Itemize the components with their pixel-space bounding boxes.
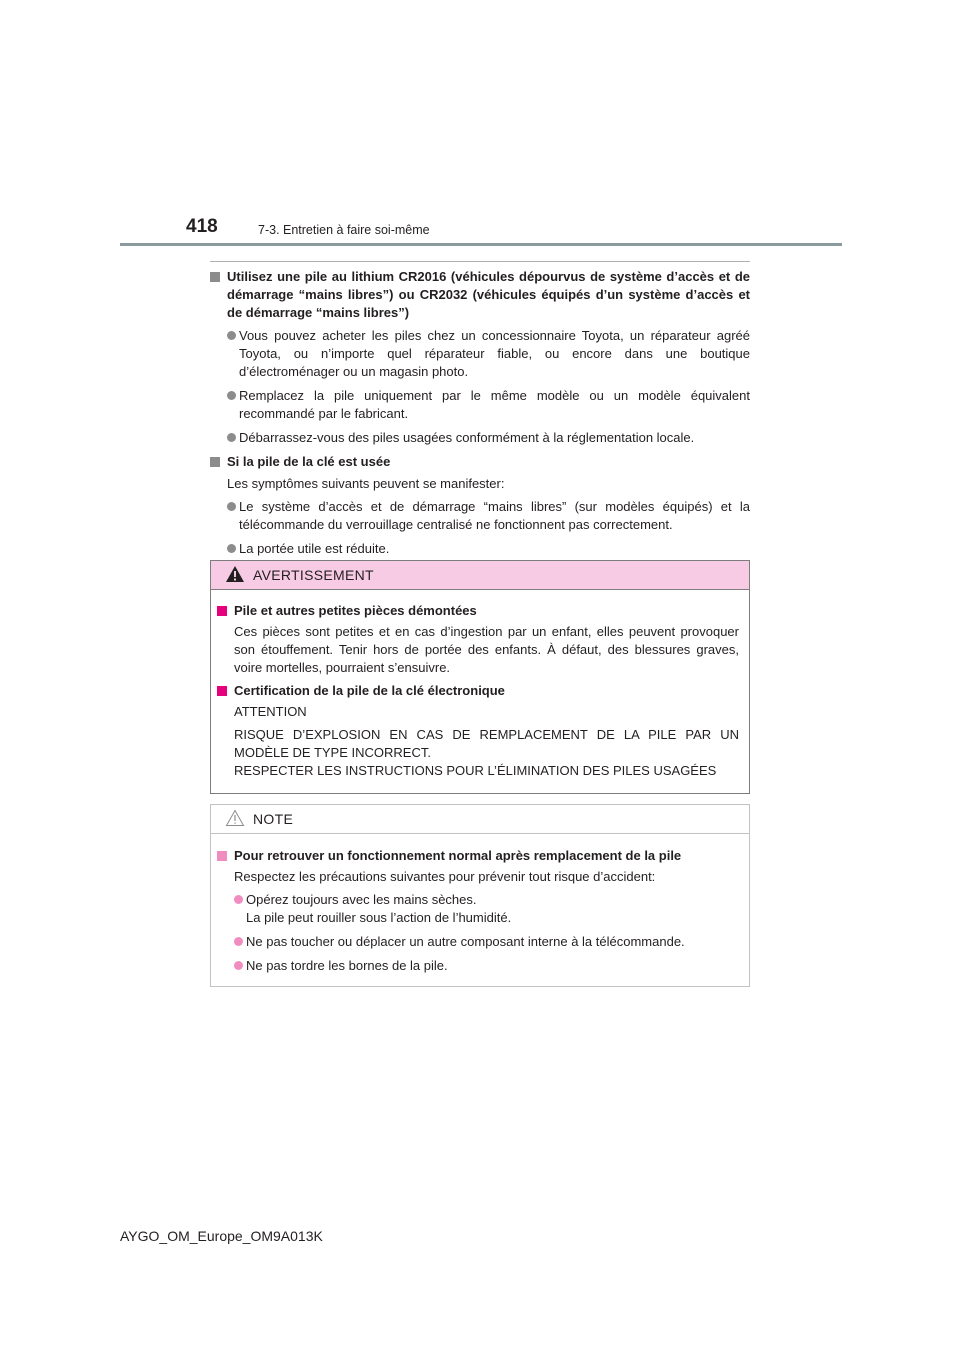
certification-item: Certification de la pile de la clé électronique ATTENTION RISQUE D’EXPLOSION EN CAS DE REMPLACEMENT DE LA PILE PAR UN MODÈLE DE TYPE INCORRECT. RESPECTER LES INSTRUCTIONS POUR L’ÉLIMINATION DES PILES USAGÉES	[217, 682, 739, 780]
square-bullet-icon	[217, 686, 227, 696]
list-item: Le système d’accès et de démarrage “mains libres” (sur modèles équipés) et la télécommande du verrouillage centralisé ne fonctionnent pas correctement.	[227, 498, 750, 534]
battery-type-item	[210, 268, 750, 447]
warning-body	[211, 590, 749, 780]
symptoms-intro: Les symptômes suivants peuvent se manifester:	[227, 476, 505, 491]
worn-battery-item	[210, 453, 750, 558]
list-item: Ne pas tordre les bornes de la pile.	[234, 957, 739, 975]
battery-type-title: Utilisez une pile au lithium CR2016 (véhicules dépourvus de système d’accès et de démarrage “mains libres”) ou CR2032 (véhicules équipés d’un système d’accès et de démarrage “mains libres”)	[227, 269, 750, 320]
header-rule	[120, 243, 842, 246]
note-body	[211, 834, 749, 975]
round-bullet-icon	[227, 391, 236, 400]
content-top-rule	[210, 261, 750, 262]
list-item: Remplacez la pile uniquement par le même modèle ou un modèle équivalent recommandé par le fabricant.	[227, 387, 750, 423]
round-bullet-icon	[227, 433, 236, 442]
note-title: NOTE	[253, 811, 294, 827]
warning-box	[210, 560, 750, 794]
list-item: La portée utile est réduite.	[227, 540, 750, 558]
normal-operation-item: Pour retrouver un fonctionnement normal après remplacement de la pile Respectez les précautions suivantes pour prévenir tout risque d’accident: Opérez toujours avec les mains sèches. La pile peut rouiller sous l’action de l’humidité. Ne pas toucher ou déplacer un autre composant interne à la télécommande. Ne pas tordre les bornes de la pile.	[217, 847, 739, 975]
list-item: Débarrassez-vous des piles usagées conformément à la réglementation locale.	[227, 429, 750, 447]
list-item: Vous pouvez acheter les piles chez un concessionnaire Toyota, un réparateur agréé Toyota, ou n’importe quel réparateur fiable, ou encore dans une boutique d’électroménager ou un magasin photo.	[227, 327, 750, 381]
document-code: AYGO_OM_Europe_OM9A013K	[120, 1228, 323, 1244]
round-bullet-icon	[227, 502, 236, 511]
round-bullet-icon	[227, 331, 236, 340]
caution-triangle-icon	[225, 809, 245, 827]
list-item: Ne pas toucher ou déplacer un autre composant interne à la télécommande.	[234, 933, 739, 951]
square-bullet-icon	[217, 606, 227, 616]
square-bullet-icon	[210, 457, 220, 467]
warning-triangle-icon	[225, 565, 245, 583]
round-bullet-icon	[227, 544, 236, 553]
list-item: Opérez toujours avec les mains sèches. La pile peut rouiller sous l’action de l’humidité.	[234, 891, 739, 927]
main-content	[210, 268, 750, 564]
round-bullet-icon	[234, 895, 243, 904]
small-parts-item: Pile et autres petites pièces démontées Ces pièces sont petites et en cas d’ingestion par un enfant, elles peuvent provoquer son étouffement. Tenir hors de portée des enfants. À défaut, des blessures graves, voire mortelles, pourraient s’ensuivre.	[217, 602, 739, 677]
square-bullet-icon	[210, 272, 220, 282]
note-box	[210, 804, 750, 987]
square-bullet-icon	[217, 851, 227, 861]
section-title: 7-3. Entretien à faire soi-même	[258, 223, 430, 237]
round-bullet-icon	[234, 961, 243, 970]
round-bullet-icon	[234, 937, 243, 946]
worn-battery-title: Si la pile de la clé est usée	[227, 454, 391, 469]
note-header	[211, 805, 749, 834]
warning-header	[211, 561, 749, 590]
warning-title: AVERTISSEMENT	[253, 567, 374, 583]
page-number: 418	[186, 216, 218, 237]
